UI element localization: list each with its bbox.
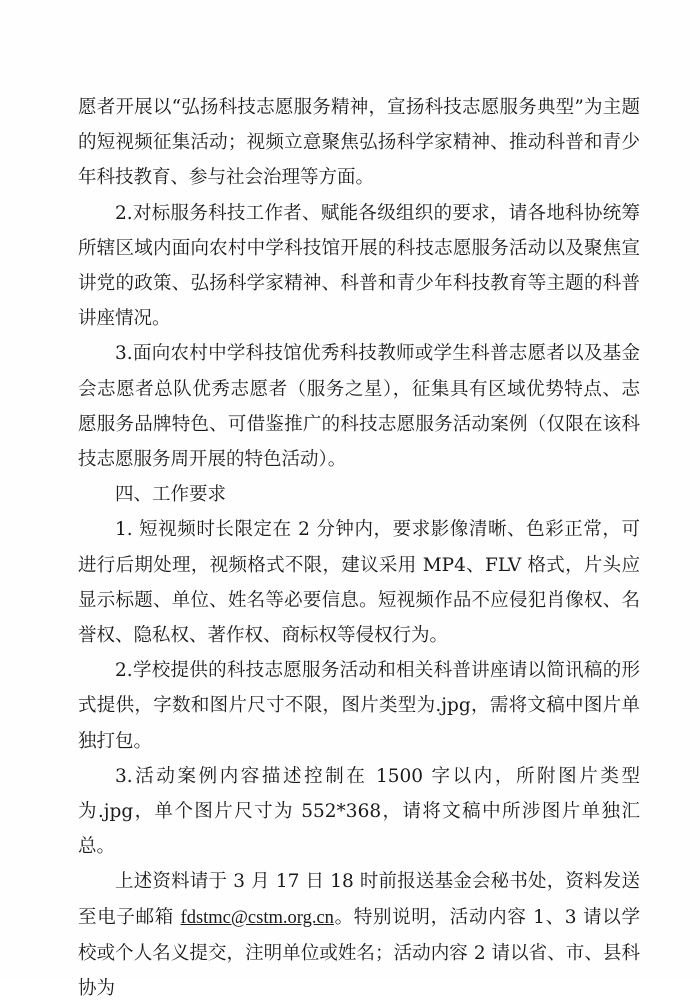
document-body xyxy=(78,90,640,1006)
paragraph-5: 2.学校提供的科技志愿服务活动和相关科普讲座请以简讯稿的形式提供，字数和图片尺寸不限，图片类型为.jpg，需将文稿中图片单独打包。 xyxy=(78,660,640,752)
paragraph-7 xyxy=(78,864,640,1006)
email-link[interactable]: fdstmc@cstm.org.cn xyxy=(180,907,334,928)
paragraph-1: 愿者开展以“弘扬科技志愿服务精神，宣扬科技志愿服务典型”为主题的短视频征集活动；视频立意聚焦弘扬科学家精神、推动科普和青少年科技教育、参与社会治理等方面。 xyxy=(78,97,640,189)
section-heading-4: 四、工作要求 xyxy=(115,484,227,506)
paragraph-7-start: 上述资料请于 3 月 17 日 18 时前报送基金会秘书处，资料发送至电子邮箱 xyxy=(78,871,640,928)
paragraph-3: 3.面向农村中学科技馆优秀科技教师或学生科普志愿者以及基金会志愿者总队优秀志愿者（服务之星），征集具有区域优势特点、志愿服务品牌特色、可借鉴推广的科技志愿服务活动案例（仅限在该科技志愿服务周开展的特色活动）。 xyxy=(78,343,640,471)
paragraph-7-end: 。特别说明，活动内容 1、3 请以学校或个人名义提交，注明单位或姓名；活动内容 2 请以省、市、县科协为 xyxy=(78,906,640,1000)
paragraph-2: 2.对标服务科技工作者、赋能各级组织的要求，请各地科协统筹所辖区域内面向农村中学科技馆开展的科技志愿服务活动以及聚焦宣讲党的政策、弘扬科学家精神、科普和青少年科技教育等主题的科普讲座情况。 xyxy=(78,202,640,330)
paragraph-4: 1. 短视频时长限定在 2 分钟内，要求影像清晰、色彩正常，可进行后期处理，视频格式不限，建议采用 MP4、FLV 格式，片头应显示标题、单位、姓名等必要信息。短视频作品不应侵犯肖像权、名誉权、隐私权、著作权、商标权等侵权行为。 xyxy=(78,519,640,647)
paragraph-6: 3.活动案例内容描述控制在 1500 字以内，所附图片类型为.jpg，单个图片尺寸为 552*368，请将文稿中所涉图片单独汇总。 xyxy=(78,765,640,858)
